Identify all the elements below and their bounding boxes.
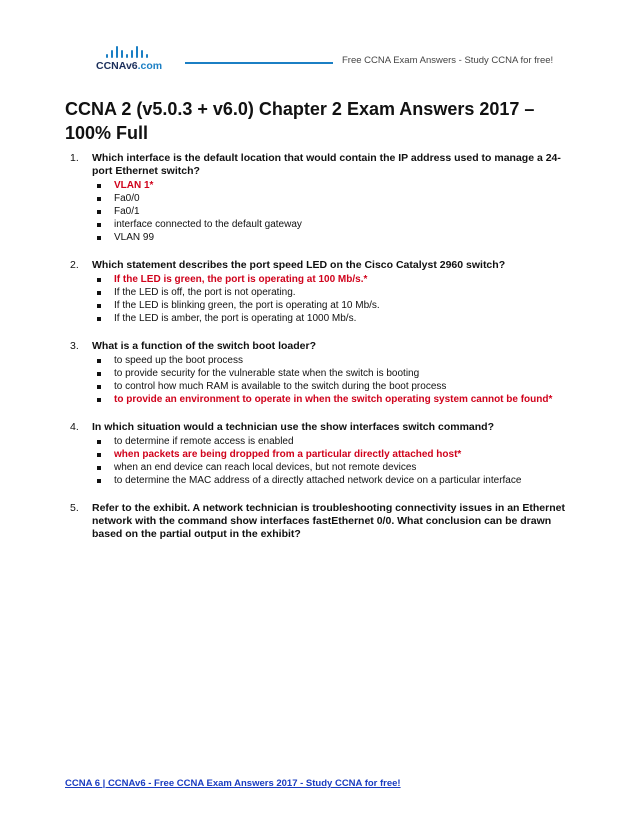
question-number: 3.: [70, 340, 79, 352]
answer-option: If the LED is off, the port is not operating.: [92, 286, 570, 299]
answer-option: to speed up the boot process: [92, 354, 570, 367]
answer-option: If the LED is amber, the port is operating at 1000 Mb/s.: [92, 312, 570, 325]
footer-link[interactable]: CCNA 6 | CCNAv6 - Free CCNA Exam Answers 2017 - Study CCNA for free!: [65, 778, 401, 789]
question-text: Which statement describes the port speed LED on the Cisco Catalyst 2960 switch?: [92, 259, 506, 271]
answer-list: [92, 273, 570, 325]
question-number: 1.: [70, 152, 79, 164]
logo-text: CCNAv6.com: [96, 60, 163, 72]
question-text: What is a function of the switch boot loader?: [92, 340, 316, 352]
correct-answer-option: VLAN 1*: [92, 179, 570, 192]
answer-option: to determine the MAC address of a directly attached network device on a particular interface: [92, 474, 570, 487]
page-title: CCNA 2 (v5.0.3 + v6.0) Chapter 2 Exam Answers 2017 – 100% Full: [65, 99, 535, 143]
cisco-bars-icon: [106, 44, 148, 58]
answer-list: [92, 179, 570, 244]
question-item: [70, 259, 570, 325]
correct-answer-option: when packets are being dropped from a particular directly attached host*: [92, 448, 570, 461]
question-text: In which situation would a technician use the show interfaces switch command?: [92, 421, 494, 433]
question-text: Which interface is the default location that would contain the IP address used to manage a 24-port Ethernet switch?: [92, 152, 561, 177]
page-header: [0, 0, 638, 90]
question-item: [70, 421, 570, 487]
header-divider: [185, 62, 333, 64]
question-number: 5.: [70, 502, 79, 514]
answer-option: interface connected to the default gateway: [92, 218, 570, 231]
question-text: Refer to the exhibit. A network technician is troubleshooting connectivity issues in an Ethernet network with the command show interfaces fastEthernet 0/0. What conclusion can be drawn based on the partial output in the exhibit?: [92, 502, 565, 540]
answer-option: to determine if remote access is enabled: [92, 435, 570, 448]
correct-answer-option: to provide an environment to operate in when the switch operating system cannot be found*: [92, 393, 570, 406]
answer-option: to control how much RAM is available to the switch during the boot process: [92, 380, 570, 393]
question-number: 2.: [70, 259, 79, 271]
answer-option: VLAN 99: [92, 231, 570, 244]
question-item: [70, 502, 570, 541]
answer-option: to provide security for the vulnerable state when the switch is booting: [92, 367, 570, 380]
answer-option: Fa0/0: [92, 192, 570, 205]
question-item: [70, 340, 570, 406]
site-tagline: Free CCNA Exam Answers - Study CCNA for free!: [342, 55, 554, 66]
question-list: [70, 152, 570, 556]
answer-list: [92, 354, 570, 406]
question-number: 4.: [70, 421, 79, 433]
answer-option: Fa0/1: [92, 205, 570, 218]
question-item: [70, 152, 570, 244]
site-logo[interactable]: [96, 44, 176, 72]
answer-option: when an end device can reach local devices, but not remote devices: [92, 461, 570, 474]
answer-list: [92, 435, 570, 487]
correct-answer-option: If the LED is green, the port is operating at 100 Mb/s.*: [92, 273, 570, 286]
answer-option: If the LED is blinking green, the port is operating at 10 Mb/s.: [92, 299, 570, 312]
